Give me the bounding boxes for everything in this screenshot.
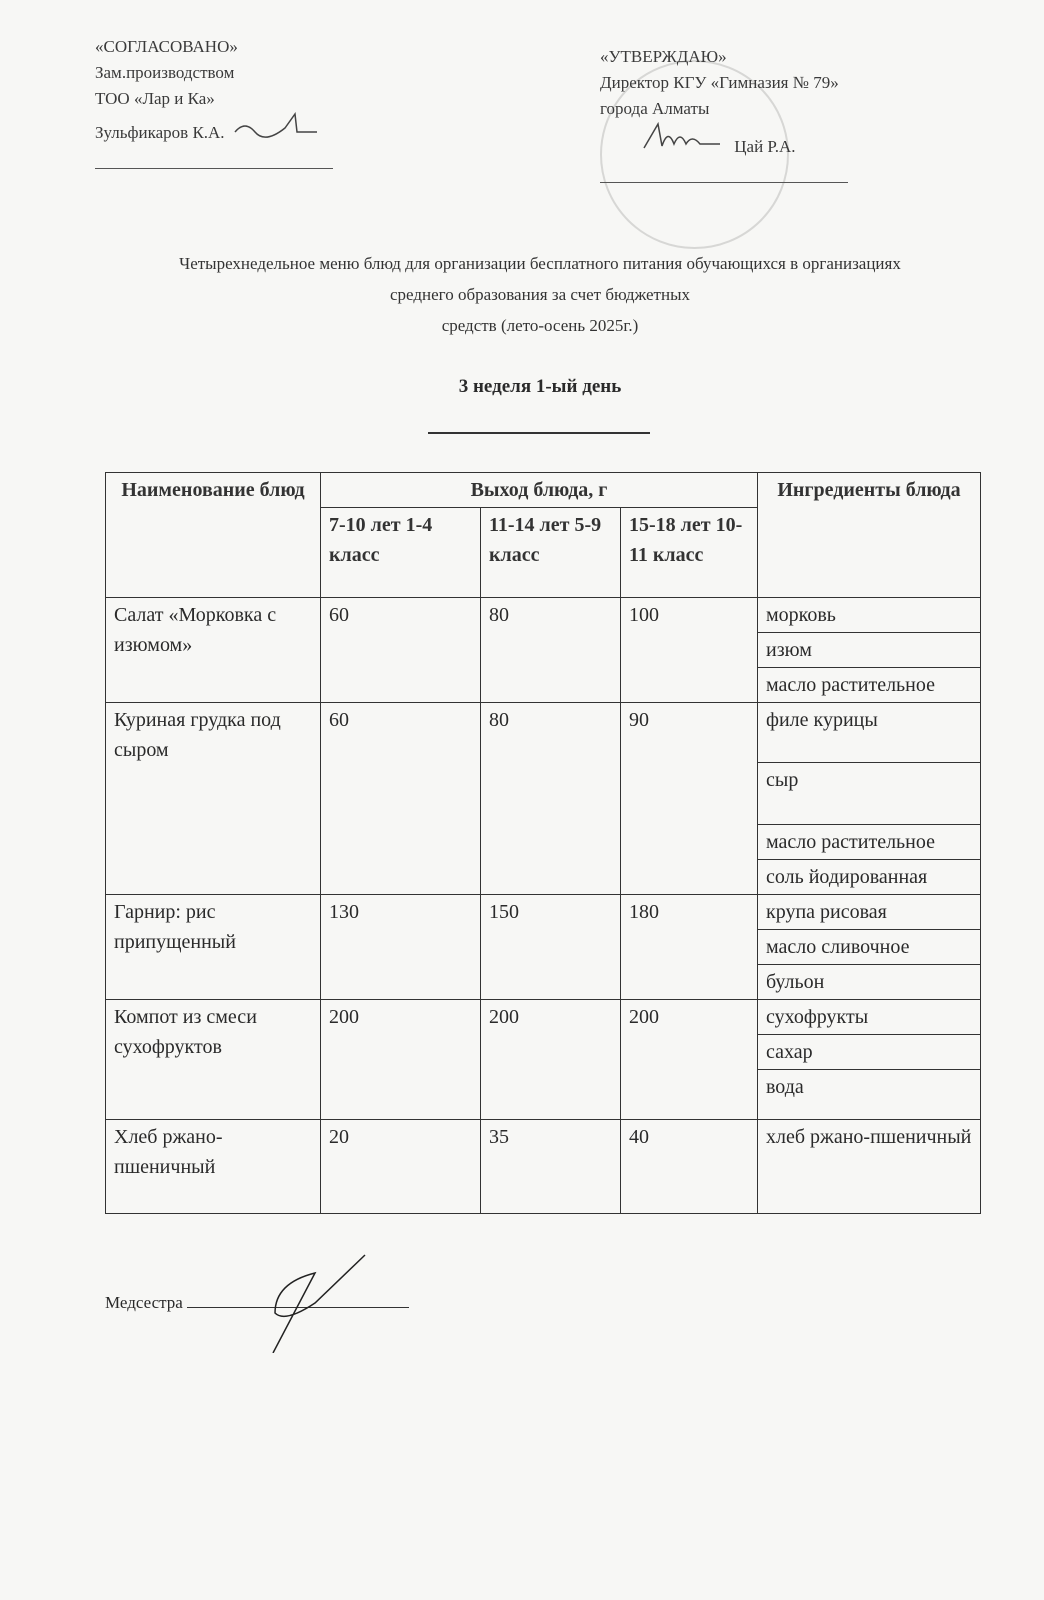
table-row [106,703,981,763]
output-value: 90 [621,703,758,895]
signature-line [95,146,333,169]
title-line: средств (лето-осень 2025г.) [441,316,639,335]
ingredient: соль йодированная [758,860,981,895]
week-day-subtitle: 3 неделя 1-ый день [458,376,622,397]
dish-name: Гарнир: рис припущенный [106,895,321,1000]
output-value: 100 [621,598,758,703]
menu-table [105,472,981,1214]
approval-left-org: ТОО «Лар и Ка» [95,89,215,108]
table-row [106,598,981,633]
approval-left-label: «СОГЛАСОВАНО» [95,37,238,56]
ingredient: масло сливочное [758,930,981,965]
approval-left-name: Зульфикаров К.А. [95,123,225,142]
approval-left [95,34,333,169]
dish-name: Хлеб ржано-пшеничный [106,1120,321,1214]
output-value: 60 [321,598,481,703]
output-value: 180 [621,895,758,1000]
ingredient: масло растительное [758,668,981,703]
signature-icon [229,112,329,138]
nurse-signature [105,1293,409,1313]
ingredient: сыр [758,763,981,825]
nurse-label: Медсестра [105,1293,183,1312]
output-value: 60 [321,703,481,895]
approval-right-city: города Алматы [600,99,710,118]
table-row [106,1120,981,1214]
output-value: 130 [321,895,481,1000]
output-value: 80 [481,703,621,895]
header-age-15-18: 15-18 лет 10-11 класс [621,508,758,598]
ingredient: сухофрукты [758,1000,981,1035]
header-output: Выход блюда, г [321,473,758,508]
header-ingredients: Ингредиенты блюда [758,473,981,598]
header-dish-name: Наименование блюд [106,473,321,598]
dish-name: Компот из смеси сухофруктов [106,1000,321,1120]
approval-left-position: Зам.производством [95,63,235,82]
header-age-11-14: 11-14 лет 5-9 класс [481,508,621,598]
dish-name: Салат «Морковка с изюмом» [106,598,321,703]
subtitle-underline [428,432,650,434]
ingredient: вода [758,1070,981,1120]
signature-icon [255,1253,375,1353]
ingredient: бульон [758,965,981,1000]
approval-right [600,44,848,183]
output-value: 200 [481,1000,621,1120]
title-line: Четырехнедельное меню блюд для организации бесплатного питания обучающихся в организациях [179,254,901,273]
ingredient: изюм [758,633,981,668]
output-value: 200 [621,1000,758,1120]
output-value: 35 [481,1120,621,1214]
output-value: 200 [321,1000,481,1120]
output-value: 40 [621,1120,758,1214]
title-line: среднего образования за счет бюджетных [389,285,691,304]
approval-right-name: Цай Р.А. [734,137,796,156]
signature-line [600,160,848,183]
ingredient: хлеб ржано-пшеничный [758,1120,981,1214]
ingredient: масло растительное [758,825,981,860]
ingredient: сахар [758,1035,981,1070]
signature-icon [640,122,730,152]
table-row [106,895,981,930]
output-value: 80 [481,598,621,703]
ingredient: крупа рисовая [758,895,981,930]
document-title [90,248,990,341]
approval-right-position: Директор КГУ «Гимназия № 79» [600,73,839,92]
ingredient: морковь [758,598,981,633]
output-value: 20 [321,1120,481,1214]
approval-right-label: «УТВЕРЖДАЮ» [600,47,727,66]
dish-name: Куриная грудка под сыром [106,703,321,895]
header-age-7-10: 7-10 лет 1-4 класс [321,508,481,598]
ingredient: филе курицы [758,703,981,763]
table-row [106,1000,981,1035]
output-value: 150 [481,895,621,1000]
